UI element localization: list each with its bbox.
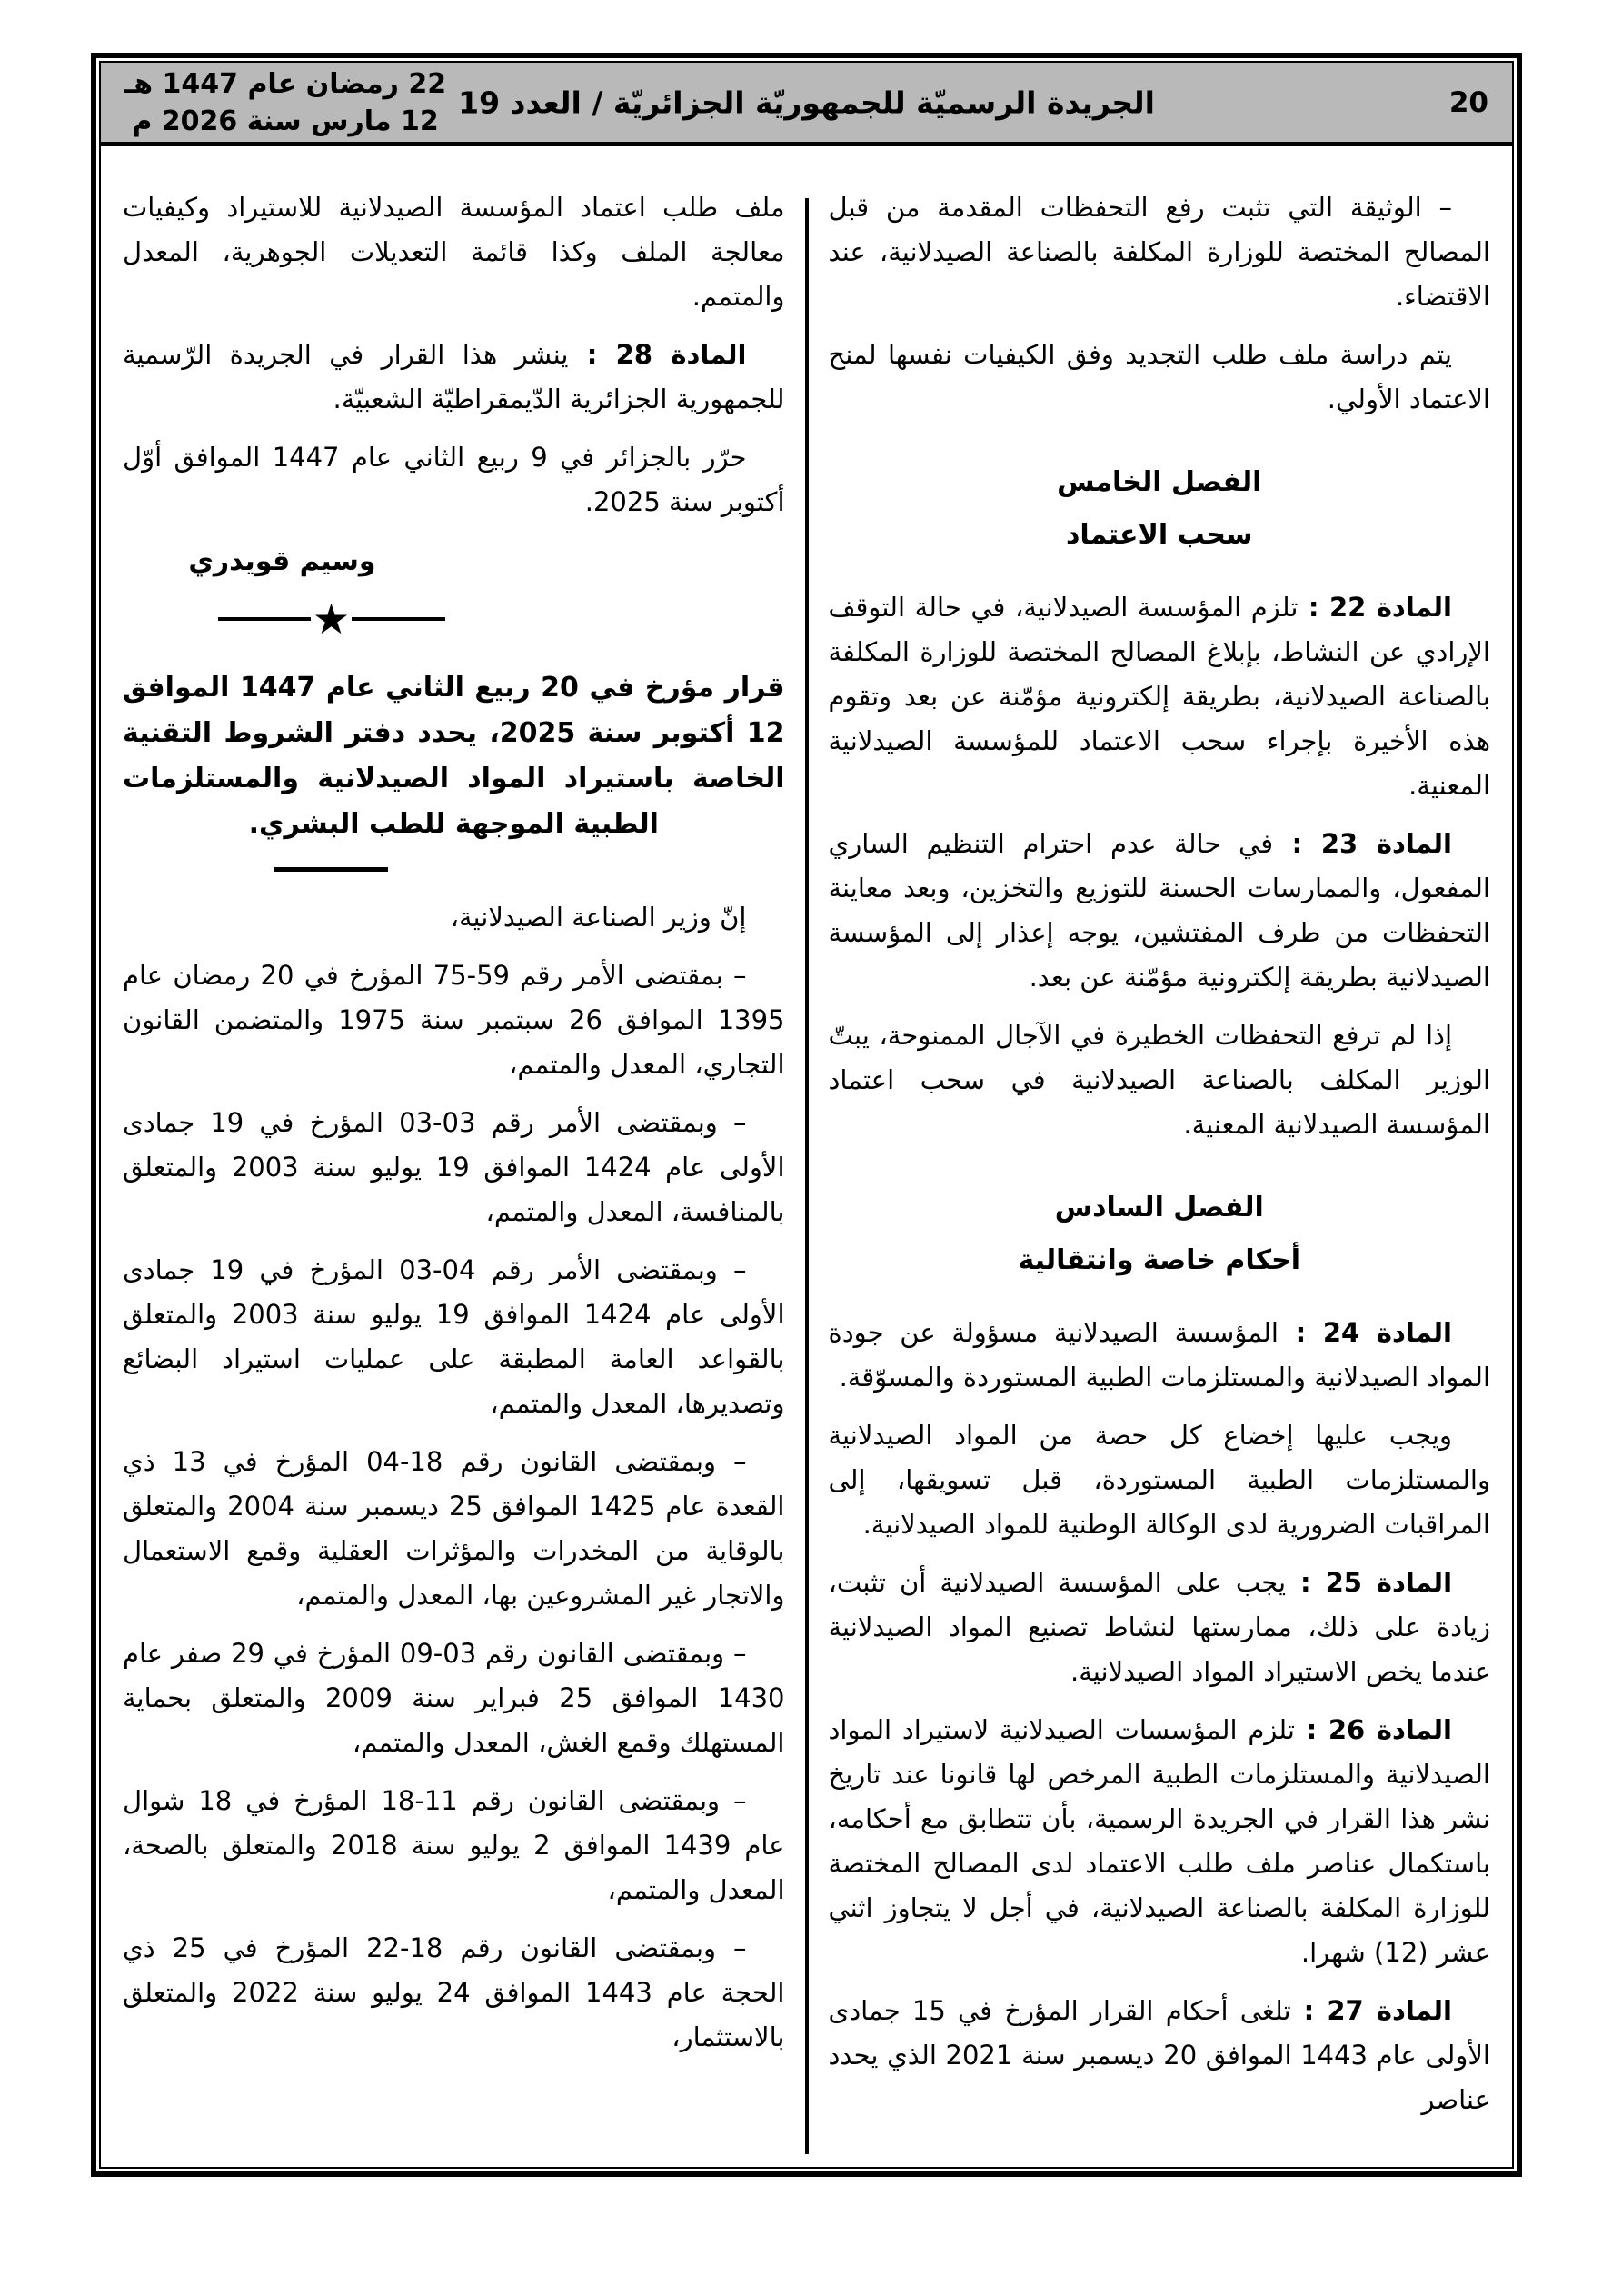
chapter-heading-line: الفصل السادس	[1054, 1192, 1264, 1223]
signature: وسيم قويدري	[188, 545, 376, 577]
section-divider	[274, 867, 388, 872]
divider-line	[218, 617, 311, 621]
journal-title: الجريدة الرسميّة للجمهوريّة الجزائريّة / العدد 19	[458, 85, 1155, 120]
article-paragraph: المادة 24 : المؤسسة الصيدلانية مسؤولة عن جودة المواد الصيدلانية والمستلزمات الطبية المستوردة والمسوّقة.	[828, 1317, 1490, 1393]
paragraph: إذا لم ترفع التحفظات الخطيرة في الآجال الممنوحة، يبتّ الوزير المكلف بالصناعة الصيدلانية في سحب اعتماد المؤسسة الصيدلانية المعنية.	[828, 1020, 1490, 1140]
left-column	[101, 151, 807, 2167]
paragraph: – بمقتضى الأمر رقم 59-75 المؤرخ في 20 رمضان عام 1395 الموافق 26 سبتمبر سنة 1975 والمتضمن القانون التجاري، المعدل والمتمم،	[123, 960, 785, 1080]
page-header	[101, 63, 1512, 146]
chapter-heading-line: الفصل الخامس	[1057, 466, 1262, 498]
chapter-heading	[829, 1182, 1491, 1287]
article-number: المادة 25 :	[1286, 1567, 1453, 1598]
page-body	[101, 151, 1512, 2167]
hijri-date: 22 رمضان عام 1447 هـ	[124, 67, 447, 100]
article-number: المادة 24 :	[1278, 1317, 1452, 1348]
paragraph: – وبمقتضى القانون رقم 18-04 المؤرخ في 13 ذي القعدة عام 1425 الموافق 25 ديسمبر سنة 2004 والمتعلق بالوقاية من المخدرات والمؤثرات العقلية وقمع الاستعمال والاتجار غير المشروعين بها، المعدل والمتمم،	[123, 1446, 785, 1611]
paragraph: – وبمقتضى الأمر رقم 04-03 المؤرخ في 19 جمادى الأولى عام 1424 الموافق 19 يوليو سنة 2003 والمتعلق بالقواعد العامة المطبقة على عمليات استيراد البضائع وتصديرها، المعدل والمتمم،	[123, 1254, 785, 1419]
gregorian-date: 12 مارس سنة 2026 م	[132, 105, 439, 137]
columns	[101, 151, 1512, 2167]
article-paragraph: المادة 28 : ينشر هذا القرار في الجريدة الرّسمية للجمهورية الجزائرية الدّيمقراطيّة الشعبيّة.	[123, 339, 785, 414]
paragraph: – وبمقتضى القانون رقم 18-22 المؤرخ في 25 ذي الحجة عام 1443 الموافق 24 يوليو سنة 2022 والمتعلق بالاستثمار،	[123, 1932, 785, 2052]
page-frame	[91, 53, 1522, 2177]
article-number: المادة 23 :	[1273, 828, 1452, 859]
chapter-heading	[829, 456, 1491, 562]
paragraph: إنّ وزير الصناعة الصيدلانية،	[450, 902, 747, 933]
paragraph: ملف طلب اعتماد المؤسسة الصيدلانية للاستيراد وكيفيات معالجة الملف وكذا قائمة التعديلات الجوهرية، المعدل والمتمم.	[123, 192, 785, 312]
article-paragraph: المادة 22 : تلزم المؤسسة الصيدلانية، في حالة التوقف الإرادي عن النشاط، بإبلاغ المصالح المختصة للوزارة المكلفة بالصناعة الصيدلانية، بطريقة إلكترونية مؤمّنة عن بعد وتقوم هذه الأخيرة بإجراء سحب الاعتماد للمؤسسة الصيدلانية المعنية.	[828, 592, 1490, 801]
paragraph: – وبمقتضى القانون رقم 03-09 المؤرخ في 29 صفر عام 1430 الموافق 25 فبراير سنة 2009 والمتعلق بحماية المستهلك وقمع الغش، المعدل والمتمم،	[123, 1638, 785, 1758]
article-number: المادة 22 :	[1298, 592, 1452, 623]
star-icon: ★	[312, 594, 351, 644]
paragraph: يتم دراسة ملف طلب التجديد وفق الكيفيات نفسها لمنح الاعتماد الأولي.	[828, 339, 1490, 414]
chapter-heading-line: أحكام خاصة وانتقالية	[1018, 1244, 1301, 1276]
page-frame-inner	[99, 61, 1514, 2169]
paragraph: – وبمقتضى القانون رقم 11-18 المؤرخ في 18 شوال عام 1439 الموافق 2 يوليو سنة 2018 والمتعلق بالصحة، المعدل والمتمم،	[123, 1785, 785, 1905]
divider-line	[352, 617, 444, 621]
article-paragraph: المادة 25 : يجب على المؤسسة الصيدلانية أن تثبت، زيادة على ذلك، ممارستها لنشاط تصنيع المواد الصيدلانية عندما يخص الاستيراد المواد الصيدلانية.	[828, 1567, 1490, 1687]
chapter-heading-line: سحب الاعتماد	[1066, 519, 1253, 551]
paragraph: – وبمقتضى الأمر رقم 03-03 المؤرخ في 19 جمادى الأولى عام 1424 الموافق 19 يوليو سنة 2003 والمتعلق بالمنافسة، المعدل والمتمم،	[123, 1107, 785, 1227]
page-number: 20	[1448, 85, 1488, 119]
article-number: المادة 27 :	[1290, 1995, 1453, 2026]
article-number: المادة 26 :	[1294, 1714, 1453, 1745]
right-column	[807, 151, 1513, 2167]
decree-title: قرار مؤرخ في 20 ربيع الثاني عام 1447 الموافق 12 أكتوبر سنة 2025، يحدد دفتر الشروط التقنية الخاصة باستيراد المواد الصيدلانية والمستلزمات الطبية الموجهة للطب البشري.	[123, 672, 785, 840]
paragraph: حرّر بالجزائر في 9 ربيع الثاني عام 1447 الموافق أوّل أكتوبر سنة 2025.	[123, 442, 785, 517]
article-paragraph: المادة 23 : في حالة عدم احترام التنظيم الساري المفعول، والممارسات الحسنة للتوزيع والتخزين، وبعد معاينة التحفظات من طرف المفتشين، يوجه إعذار إلى المؤسسة الصيدلانية بطريقة إلكترونية مؤمّنة عن بعد.	[828, 828, 1490, 993]
paragraph: – الوثيقة التي تثبت رفع التحفظات المقدمة من قبل المصالح المختصة للوزارة المكلفة بالصناعة الصيدلانية، عند الاقتضاء.	[828, 192, 1490, 312]
article-paragraph: المادة 27 : تلغى أحكام القرار المؤرخ في 15 جمادى الأولى عام 1443 الموافق 20 ديسمبر سنة 2021 الذي يحدد عناصر	[828, 1995, 1490, 2115]
star-divider	[218, 594, 445, 644]
issue-dates	[124, 65, 446, 140]
article-number: المادة 28 :	[568, 339, 747, 370]
paragraph: ويجب عليها إخضاع كل حصة من المواد الصيدلانية والمستلزمات الطبية المستوردة، قبل تسويقها، إلى المراقبات الضرورية لدى الوكالة الوطنية للمواد الصيدلانية.	[828, 1420, 1490, 1540]
article-paragraph: المادة 26 : تلزم المؤسسات الصيدلانية لاستيراد المواد الصيدلانية والمستلزمات الطبية المرخص لها قانونا عند تاريخ نشر هذا القرار في الجريدة الرسمية، بأن تتطابق مع أحكامه، باستكمال عناصر ملف طلب الاعتماد لدى المصالح المختصة للوزارة المكلفة بالصناعة الصيدلانية، في أجل لا يتجاوز اثني عشر (12) شهرا.	[828, 1714, 1490, 1968]
